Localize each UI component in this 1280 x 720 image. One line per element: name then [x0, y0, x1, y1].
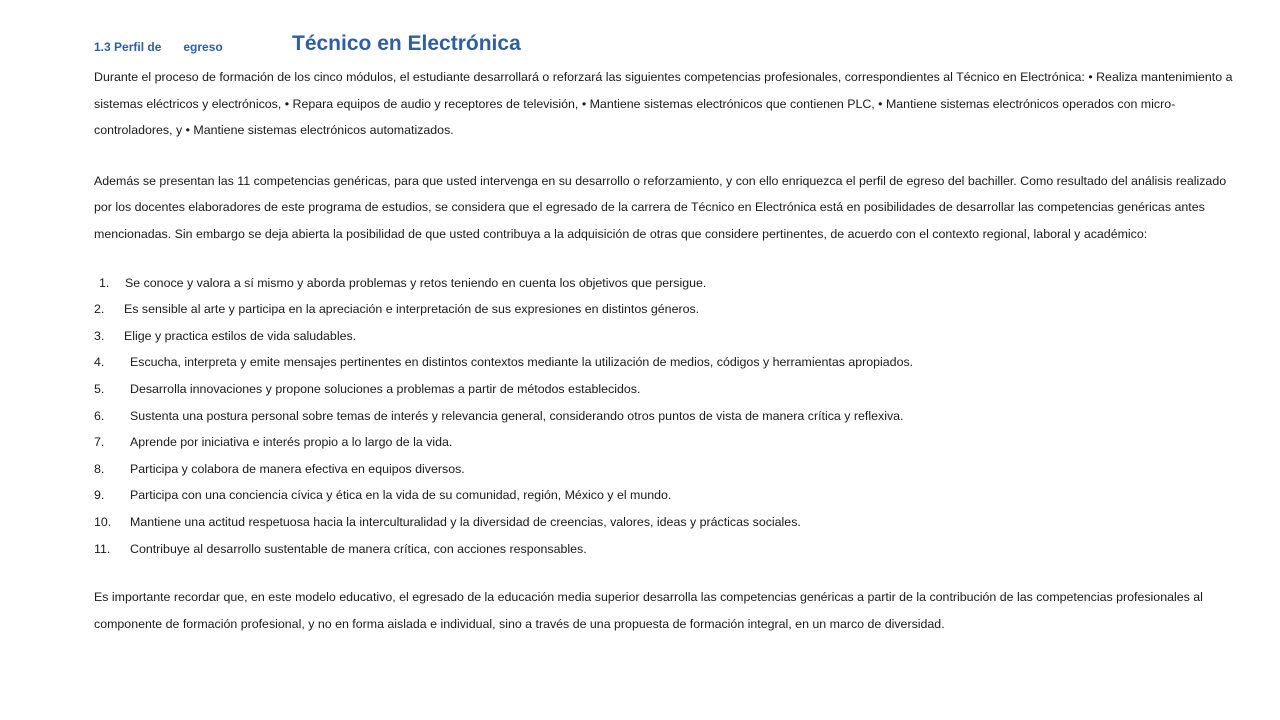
document-header [94, 30, 1244, 62]
list-item [94, 323, 1244, 350]
document-page [94, 30, 1244, 637]
list-item [94, 403, 1244, 430]
list-item-text: Se conoce y valora a sí mismo y aborda problemas y retos teniendo en cuenta los objetivos que persigue. [125, 275, 707, 290]
list-item [94, 482, 1244, 509]
list-item [94, 509, 1244, 536]
list-item-number: 7. [94, 435, 105, 450]
list-item-text: Mantiene una actitud respetuosa hacia la interculturalidad y la diversidad de creencias, valores, ideas y prácticas sociales. [130, 514, 801, 529]
generic-competencies-paragraph: Además se presentan las 11 competencias genéricas, para que usted intervenga en su desarrollo o reforzamiento, y con ello enriquezca el perfil de egreso del bachiller. Como resultado del análisis realizado por los docentes elaboradores de este programa de estudios, se considera que el egresado de la carrera de Técnico en Electrónica está en posibilidades de desarrollar las competencias genéricas antes mencionadas. Sin embargo se deja abierta la posibilidad de que usted contribuya a la adquisición de otras que considere pertinentes, de acuerdo con el contexto regional, laboral y académico: [94, 173, 1227, 241]
list-item [94, 456, 1244, 483]
list-item-text: Participa y colabora de manera efectiva en equipos diversos. [130, 461, 465, 476]
closing-paragraph: Es importante recordar que, en este modelo educativo, el egresado de la educación media superior desarrolla las competencias genéricas a partir de la contribución de las competencias profesionales al componente de formación profesional, y no en forma aislada e individual, sino a través de una propuesta de formación integral, en un marco de diversidad. [94, 590, 1203, 631]
list-item-number: 11. [94, 541, 111, 556]
section-label [94, 40, 223, 54]
list-item-text: Sustenta una postura personal sobre temas de interés y relevancia general, considerando otros puntos de vista de manera crítica y reflexiva. [130, 408, 904, 423]
list-item-number: 6. [94, 408, 105, 423]
list-item [94, 270, 1244, 297]
list-item-text: Elige y practica estilos de vida saludables. [124, 328, 357, 343]
list-item-text: Participa con una conciencia cívica y ética en la vida de su comunidad, región, México y el mundo. [130, 488, 672, 503]
list-item-text: Aprende por iniciativa e interés propio a lo largo de la vida. [130, 435, 453, 450]
list-item-text: Es sensible al arte y participa en la apreciación e interpretación de sus expresiones en distintos géneros. [124, 302, 700, 317]
competencies-list [94, 270, 1244, 563]
section-label-suffix: egreso [183, 40, 223, 54]
list-item [94, 429, 1244, 456]
list-item [94, 376, 1244, 403]
list-item [94, 349, 1244, 376]
list-item [94, 536, 1244, 563]
list-item-number: 5. [94, 381, 105, 396]
list-item-text: Contribuye al desarrollo sustentable de manera crítica, con acciones responsables. [130, 541, 587, 556]
list-item-text: Desarrolla innovaciones y propone soluciones a problemas a partir de métodos establecidos. [130, 381, 641, 396]
list-item-number: 10. [94, 514, 112, 529]
list-item-number: 9. [94, 488, 105, 503]
section-label-prefix: 1.3 Perfil de [94, 40, 162, 54]
page-title: Técnico en Electrónica [292, 32, 521, 55]
list-item-number: 1. [99, 275, 110, 290]
list-item-number: 3. [94, 328, 105, 343]
list-item-number: 4. [94, 355, 105, 370]
list-item-text: Escucha, interpreta y emite mensajes pertinentes en distintos contextos mediante la utilización de medios, códigos y herramientas apropiados. [130, 355, 914, 370]
list-item-number: 2. [94, 302, 105, 317]
list-item [94, 296, 1244, 323]
list-item-number: 8. [94, 461, 105, 476]
intro-paragraph: Durante el proceso de formación de los cinco módulos, el estudiante desarrollará o reforzará las siguientes competencias profesionales, correspondientes al Técnico en Electrónica: • Realiza mantenimiento a sistemas eléctricos y electrónicos, • Repara equipos de audio y receptores de televisión, • Mantiene sistemas electrónicos que contienen PLC, • Mantiene sistemas electrónicos operados con micro-controladores, y • Mantiene sistemas electrónicos automatizados. [94, 70, 1233, 138]
